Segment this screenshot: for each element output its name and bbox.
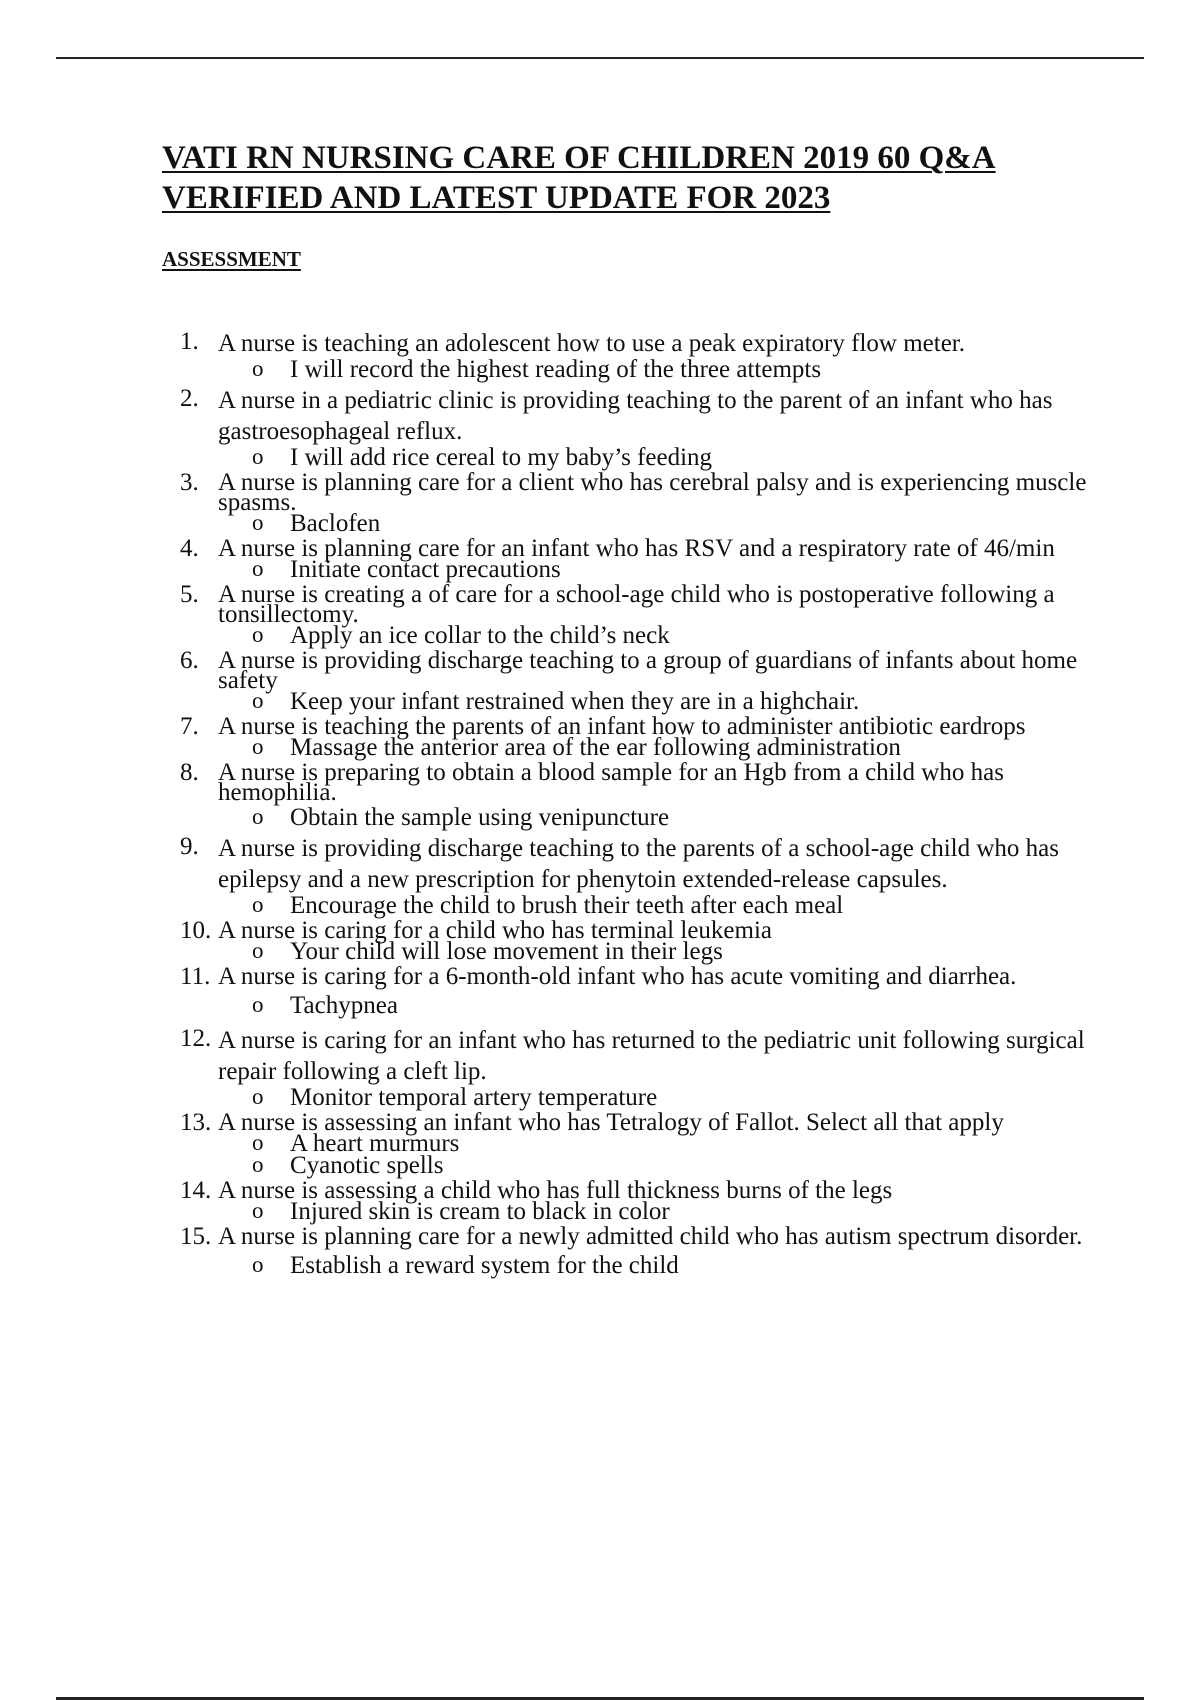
answer-bullet: o xyxy=(252,1130,264,1155)
question-text: A nurse is creating a of care for a school-age child who is postoperative following a tonsillectomy. xyxy=(218,581,1055,628)
question-text: A nurse is assessing an infant who has Tetralogy of Fallot. Select all that apply xyxy=(218,1109,1004,1136)
question-text: A nurse is planning care for a client who has cerebral palsy and is experiencing muscle spasms. xyxy=(218,469,1087,516)
answer-text: Cyanotic spells xyxy=(290,1152,444,1179)
answer-bullet: o xyxy=(252,734,264,759)
answer-item xyxy=(218,1084,1122,1111)
answer-bullet: o xyxy=(252,1152,264,1177)
question-text: A nurse is providing discharge teaching to the parents of a school-age child who has epilepsy and a new prescription for phenytoin extended-release capsules. xyxy=(218,835,1059,893)
question-number: 12. xyxy=(180,1025,212,1052)
question-item xyxy=(162,581,1122,647)
title-line-2: VERIFIED AND LATEST UPDATE FOR 2023 xyxy=(162,180,831,216)
question-item xyxy=(162,647,1122,713)
answer-item xyxy=(218,938,1122,965)
question-text: A nurse is planning care for an infant who has RSV and a respiratory rate of 46/min xyxy=(218,535,1055,562)
question-number: 14. xyxy=(180,1177,212,1204)
question-text: A nurse in a pediatric clinic is providing teaching to the parent of an infant who has gastroesophageal reflux. xyxy=(218,387,1053,445)
question-number: 5. xyxy=(180,581,199,608)
question-number: 1. xyxy=(180,328,199,355)
answer-bullet: o xyxy=(252,556,264,581)
answer-text: Injured skin is cream to black in color xyxy=(290,1198,670,1225)
document-page xyxy=(162,138,1122,1277)
question-item xyxy=(162,917,1122,963)
answer-text: I will record the highest reading of the three attempts xyxy=(290,356,822,383)
answer-bullet: o xyxy=(252,1084,264,1109)
question-number: 10. xyxy=(180,917,212,944)
answer-text: Initiate contact precautions xyxy=(290,556,561,583)
answer-item xyxy=(218,688,1122,715)
question-text: A nurse is teaching the parents of an infant how to administer antibiotic eardrops xyxy=(218,713,1026,740)
answer-bullet: o xyxy=(252,1198,264,1223)
answer-item xyxy=(218,1252,1122,1279)
answer-text: Keep your infant restrained when they are in a highchair. xyxy=(290,688,860,715)
answer-text: Apply an ice collar to the child’s neck xyxy=(290,622,670,649)
answer-item xyxy=(218,992,1122,1019)
question-number: 2. xyxy=(180,385,199,412)
answer-text: A heart murmurs xyxy=(290,1130,460,1157)
question-item xyxy=(162,1177,1122,1223)
answer-bullet: o xyxy=(252,356,264,381)
answer-item xyxy=(218,804,1122,831)
answer-item xyxy=(218,622,1122,649)
question-number: 3. xyxy=(180,469,199,496)
question-item xyxy=(162,328,1122,381)
answer-item xyxy=(218,356,1122,383)
question-text: A nurse is teaching an adolescent how to use a peak expiratory flow meter. xyxy=(218,330,965,357)
answer-text: Massage the anterior area of the ear following administration xyxy=(290,734,901,761)
answer-bullet: o xyxy=(252,892,264,917)
answer-text: Encourage the child to brush their teeth after each meal xyxy=(290,892,844,919)
answer-bullet: o xyxy=(252,510,264,535)
question-text: A nurse is assessing a child who has full thickness burns of the legs xyxy=(218,1177,893,1204)
question-item xyxy=(162,469,1122,535)
question-number: 8. xyxy=(180,759,199,786)
question-number: 11. xyxy=(180,963,211,990)
question-number: 9. xyxy=(180,833,199,860)
question-text: A nurse is caring for an infant who has returned to the pediatric unit following surgical repair following a cleft lip. xyxy=(218,1027,1085,1085)
question-item xyxy=(162,713,1122,759)
answer-bullet: o xyxy=(252,444,264,469)
answer-bullet: o xyxy=(252,804,264,829)
question-number: 15. xyxy=(180,1223,212,1250)
answer-item xyxy=(218,444,1122,471)
answer-bullet: o xyxy=(252,688,264,713)
answer-bullet: o xyxy=(252,938,264,963)
top-rule xyxy=(56,57,1144,59)
question-list xyxy=(162,328,1122,1277)
document-title xyxy=(162,138,1122,218)
answer-item xyxy=(218,1198,1122,1225)
answer-text: Obtain the sample using venipuncture xyxy=(290,804,670,831)
answer-text: Baclofen xyxy=(290,510,381,537)
section-heading-assessment: ASSESSMENT xyxy=(162,247,301,271)
answer-bullet: o xyxy=(252,1252,264,1277)
title-line-1: VATI RN NURSING CARE OF CHILDREN 2019 60 Q&A xyxy=(162,140,996,176)
question-number: 4. xyxy=(180,535,199,562)
answer-text: Your child will lose movement in their legs xyxy=(290,938,723,965)
answer-item xyxy=(218,892,1122,919)
question-text: A nurse is providing discharge teaching to a group of guardians of infants about home safety xyxy=(218,647,1078,694)
question-item xyxy=(162,1109,1122,1177)
answer-bullet: o xyxy=(252,992,264,1017)
question-text: A nurse is preparing to obtain a blood sample for an Hgb from a child who has hemophilia. xyxy=(218,759,1004,806)
answer-text: Monitor temporal artery temperature xyxy=(290,1084,658,1111)
question-item xyxy=(162,385,1122,469)
question-number: 7. xyxy=(180,713,199,740)
question-item xyxy=(162,535,1122,581)
question-item xyxy=(162,759,1122,829)
answer-text: I will add rice cereal to my baby’s feeding xyxy=(290,444,713,471)
answer-item xyxy=(218,556,1122,583)
answer-item xyxy=(218,1152,1122,1179)
question-text: A nurse is caring for a 6-month-old infant who has acute vomiting and diarrhea. xyxy=(218,963,1017,990)
question-number: 13. xyxy=(180,1109,212,1136)
question-number: 6. xyxy=(180,647,199,674)
question-item xyxy=(162,1223,1122,1277)
answer-bullet: o xyxy=(252,622,264,647)
question-item xyxy=(162,963,1122,1017)
question-item xyxy=(162,833,1122,917)
question-text: A nurse is caring for a child who has terminal leukemia xyxy=(218,917,773,944)
answer-item xyxy=(218,510,1122,537)
answer-text: Establish a reward system for the child xyxy=(290,1252,679,1279)
answer-item xyxy=(218,734,1122,761)
question-item xyxy=(162,1025,1122,1109)
answer-text: Tachypnea xyxy=(290,992,398,1019)
question-text: A nurse is planning care for a newly admitted child who has autism spectrum disorder. xyxy=(218,1223,1083,1250)
